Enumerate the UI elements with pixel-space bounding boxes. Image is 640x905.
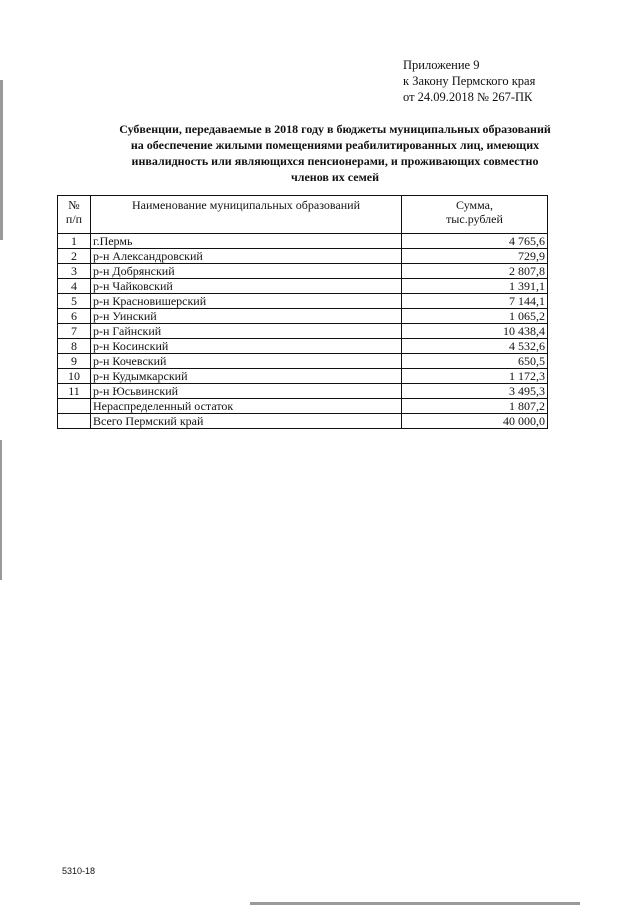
row-sum: 1 172,3 (402, 369, 548, 384)
header-sum-line-2: тыс.рублей (446, 212, 503, 226)
appendix-reference (403, 57, 535, 105)
header-num (58, 196, 91, 234)
row-sum: 1 391,1 (402, 279, 548, 294)
row-num: 3 (58, 264, 91, 279)
table-row (58, 324, 548, 339)
row-sum: 729,9 (402, 249, 548, 264)
row-name: р-н Гайнский (91, 324, 402, 339)
subventions-table (57, 195, 548, 429)
row-name: р-н Уинский (91, 309, 402, 324)
table-row-total (58, 414, 548, 429)
appendix-number: Приложение 9 (403, 58, 480, 72)
row-sum: 4 532,6 (402, 339, 548, 354)
document-code: 5310-18 (62, 866, 96, 876)
row-sum: 3 495,3 (402, 384, 548, 399)
table-row (58, 309, 548, 324)
header-sum (402, 196, 548, 234)
table-row (58, 279, 548, 294)
row-num: 1 (58, 234, 91, 249)
title-line-3: инвалидность или являющихся пенсионерами, и проживающих совместно (131, 154, 539, 168)
row-name: р-н Кудымкарский (91, 369, 402, 384)
row-sum: 7 144,1 (402, 294, 548, 309)
table-row (58, 294, 548, 309)
row-num: 2 (58, 249, 91, 264)
row-num: 8 (58, 339, 91, 354)
row-sum: 650,5 (402, 354, 548, 369)
row-num: 11 (58, 384, 91, 399)
row-name: Всего Пермский край (91, 414, 402, 429)
table-row (58, 264, 548, 279)
row-name: р-н Красновишерский (91, 294, 402, 309)
row-num (58, 399, 91, 414)
table-row-unallocated (58, 399, 548, 414)
header-sum-line-1: Сумма, (456, 198, 493, 212)
row-num: 9 (58, 354, 91, 369)
header-num-line-2: п/п (65, 212, 83, 226)
scan-edge-mark (0, 440, 2, 580)
row-num: 5 (58, 294, 91, 309)
header-name: Наименование муниципальных образований (91, 196, 402, 234)
row-name: Нераспределенный остаток (91, 399, 402, 414)
row-num: 7 (58, 324, 91, 339)
table-row (58, 234, 548, 249)
row-sum: 40 000,0 (402, 414, 548, 429)
row-name: р-н Александровский (91, 249, 402, 264)
appendix-date: от 24.09.2018 № 267-ПК (403, 90, 533, 104)
table-row (58, 339, 548, 354)
row-name: г.Пермь (91, 234, 402, 249)
table-row (58, 369, 548, 384)
row-num: 4 (58, 279, 91, 294)
row-sum: 1 065,2 (402, 309, 548, 324)
row-name: р-н Косинский (91, 339, 402, 354)
title-line-1: Субвенции, передаваемые в 2018 году в бюджеты муниципальных образований (119, 122, 551, 136)
row-num: 6 (58, 309, 91, 324)
row-num: 10 (58, 369, 91, 384)
row-name: р-н Кочевский (91, 354, 402, 369)
table-row (58, 384, 548, 399)
title-line-2: на обеспечение жилыми помещениями реабилитированных лиц, имеющих (130, 138, 540, 152)
header-num-line-1: № (68, 198, 80, 212)
appendix-law: к Закону Пермского края (403, 74, 536, 88)
row-sum: 2 807,8 (402, 264, 548, 279)
row-num (58, 414, 91, 429)
table-row (58, 354, 548, 369)
title-line-4: членов их семей (290, 170, 380, 184)
scan-edge-mark (0, 80, 3, 240)
row-sum: 10 438,4 (402, 324, 548, 339)
row-sum: 4 765,6 (402, 234, 548, 249)
document-title (70, 121, 600, 185)
row-name: р-н Чайковский (91, 279, 402, 294)
table-header-row (58, 196, 548, 234)
table-row (58, 249, 548, 264)
row-sum: 1 807,2 (402, 399, 548, 414)
row-name: р-н Юсьвинский (91, 384, 402, 399)
row-name: р-н Добрянский (91, 264, 402, 279)
